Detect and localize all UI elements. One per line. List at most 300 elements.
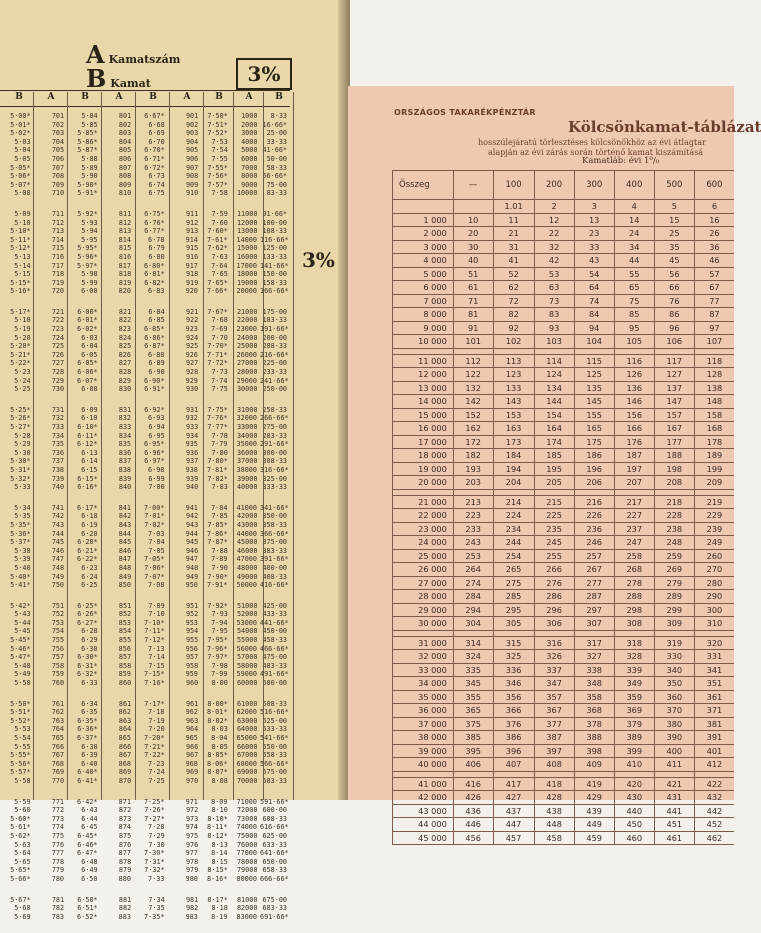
left-table-cell: 966 (185, 742, 199, 751)
left-table-cell: 824 (118, 333, 132, 342)
left-table-cell: 6·83 (148, 287, 165, 296)
left-table-cell: 425·00 (262, 601, 288, 610)
interest-cell: 287 (574, 590, 614, 604)
left-table-cell: 5·62* (10, 831, 31, 840)
amount-cell: 23 000 (393, 522, 454, 536)
left-table-cell: 7·20* (143, 734, 165, 742)
left-table-cell: 7·70* (207, 342, 228, 351)
amount-cell: 37 000 (393, 717, 454, 731)
left-table-cell: 5·33 (14, 483, 31, 492)
left-table-cell: 981 (185, 895, 199, 904)
left-table-cell: 27000 (236, 359, 258, 368)
left-table-cell: 183·33 (262, 316, 288, 325)
left-table-cell: 7·63 (211, 252, 228, 261)
left-table-cell: 968 (185, 759, 198, 768)
left-table-cell: 5·21* (10, 350, 31, 359)
interest-cell: 194 (493, 462, 534, 476)
left-table-cell: 838 (118, 465, 131, 474)
left-table-cell: 525·00 (262, 716, 288, 725)
interest-cell: 142 (453, 395, 493, 409)
interest-cell: 126 (614, 368, 654, 382)
interest-cell: 77 (694, 294, 734, 308)
interest-cell: 411 (654, 758, 694, 772)
interest-cell: 267 (574, 563, 614, 577)
left-table-row (0, 858, 290, 867)
left-table-cell: 832 (118, 414, 131, 423)
interest-cell: 359 (614, 690, 654, 704)
left-table-cell: 739 (51, 474, 65, 483)
left-table-cell: 9000 (241, 180, 258, 189)
left-table-cell: 7·28 (148, 823, 165, 832)
left-table-cell: 83·33 (266, 189, 288, 198)
left-table-cell: 83000 (236, 912, 257, 921)
left-row-group (0, 798, 290, 884)
left-table-cell: 969 (185, 768, 199, 777)
left-table-cell: 738 (51, 465, 65, 474)
interest-cell: 316 (534, 636, 574, 650)
table-header-cell: — (453, 171, 493, 200)
table-row (393, 576, 735, 590)
left-table-cell: 745 (51, 538, 65, 547)
left-table-cell: 6·69 (148, 129, 165, 138)
left-table-cell: 7·67* (207, 307, 228, 316)
left-table-cell: 266·66* (259, 414, 289, 423)
left-table-cell: 71000 (236, 797, 257, 806)
left-table-cell: 6·10 (81, 414, 98, 423)
interest-cell: 14 (614, 213, 654, 227)
interest-cell: 338 (574, 663, 614, 677)
left-table-cell: 8·12* (207, 831, 228, 840)
left-table-cell: 8·19 (211, 912, 228, 921)
amount-cell: 30 000 (393, 617, 454, 631)
left-table-row (0, 164, 290, 173)
left-table-cell: 701 (51, 112, 65, 120)
left-table-cell: 466·66* (259, 644, 289, 653)
interest-cell: 422 (694, 777, 734, 791)
interest-cell: 13 (574, 213, 614, 227)
amount-cell: 45 000 (393, 831, 454, 845)
left-table-cell: 837 (118, 457, 132, 466)
left-table-cell: 7·96* (206, 644, 228, 653)
left-table-cell: 830 (118, 385, 132, 394)
amount-cell: 22 000 (393, 509, 454, 523)
left-table-cell: 7·55* (207, 163, 228, 172)
interest-cell: 40 (453, 254, 493, 268)
table-header-cell: 100 (493, 171, 534, 200)
left-table-cell: 813 (118, 227, 132, 236)
left-table-cell: 734 (51, 431, 65, 440)
left-table-cell: 241·66* (259, 376, 289, 385)
left-table-cell: 16·66* (262, 120, 288, 129)
interest-cell: 269 (654, 563, 694, 577)
left-table-cell: 7·80* (207, 457, 228, 466)
table-row (393, 435, 735, 449)
interest-cell: 145 (574, 395, 614, 409)
left-table-cell: 903 (185, 129, 199, 138)
interest-cell: 198 (654, 462, 694, 476)
interest-cell: 295 (493, 603, 534, 617)
left-table-cell: 5·03 (14, 137, 31, 146)
interest-cell: 285 (493, 590, 534, 604)
amount-cell: 43 000 (393, 804, 454, 818)
interest-cell: 92 (493, 321, 534, 335)
amount-cell: 8 000 (393, 308, 454, 322)
left-table-cell: 6·80 (148, 252, 165, 261)
left-table-row (0, 138, 290, 147)
interest-cell: 304 (453, 617, 493, 631)
left-table-cell: 5·95 (81, 235, 98, 244)
left-table-cell: 29000 (236, 376, 257, 385)
left-table-cell: 6·39 (81, 751, 98, 760)
left-table-cell: 754 (51, 627, 65, 636)
left-table-cell: 45000 (236, 538, 258, 547)
column-divider (33, 92, 34, 800)
interest-cell: 370 (654, 704, 694, 718)
left-table-cell: 711 (51, 209, 65, 218)
interest-cell: 176 (614, 435, 654, 449)
left-table-cell: 906 (185, 154, 199, 163)
left-table-cell: 56000 (236, 644, 257, 653)
interest-cell: 112 (453, 354, 493, 368)
left-table-cell: 955 (185, 636, 199, 645)
left-table-cell: 7·55 (211, 154, 228, 163)
left-table-cell: 5·65 (14, 857, 31, 866)
left-table-cell: 7·73 (211, 368, 228, 377)
left-table-cell: 727 (51, 359, 65, 368)
left-table-cell: 7·89 (211, 555, 228, 564)
left-table-cell: 778 (51, 857, 65, 866)
interest-cell: 208 (654, 476, 694, 490)
interest-cell: 135 (574, 381, 614, 395)
title-a-label: Kamatszám (108, 53, 181, 66)
left-table-cell: 928 (185, 368, 199, 377)
left-column-header: A (183, 92, 191, 102)
interest-cell: 458 (534, 831, 574, 845)
interest-cell: 367 (534, 704, 574, 718)
interest-cell: 235 (534, 522, 574, 536)
left-table-cell: 801 (118, 112, 132, 120)
left-table-cell: 763 (51, 716, 65, 725)
interest-cell: 44 (614, 254, 654, 268)
left-table-cell: 5·56* (10, 759, 31, 768)
amount-cell: 25 000 (393, 549, 454, 563)
left-table-cell: 7·95* (207, 636, 228, 645)
left-table-cell: 747 (51, 555, 65, 564)
left-table-cell: 416·66* (259, 581, 289, 590)
interest-cell: 320 (694, 636, 734, 650)
interest-cell: 104 (574, 335, 614, 349)
interest-cell: 214 (493, 495, 534, 509)
left-table-cell: 744 (51, 529, 65, 538)
table-row (393, 731, 735, 745)
left-table-cell: 5·01* (10, 120, 31, 129)
left-table-cell: 6·32* (77, 670, 98, 679)
left-table-cell: 7·32* (144, 866, 165, 875)
left-table-cell: 6·00 (81, 287, 98, 296)
left-table-cell: 6·79 (148, 244, 165, 253)
table-row (393, 536, 735, 550)
interest-cell: 412 (694, 758, 734, 772)
left-table-cell: 68000 (236, 759, 257, 768)
left-table-cell: 6·05* (77, 359, 98, 368)
interest-cell: 102 (493, 335, 534, 349)
interest-cell: 26 (694, 227, 734, 241)
interest-cell: 314 (453, 636, 493, 650)
left-table-cell: 458·33 (262, 636, 288, 645)
left-table-cell: 7·74 (211, 376, 228, 385)
interest-cell: 217 (614, 495, 654, 509)
interest-cell: 249 (694, 536, 734, 550)
left-table-cell: 818 (118, 270, 132, 279)
left-table-cell: 6·81* (144, 270, 165, 279)
table-header-cell: 200 (534, 171, 574, 200)
left-table-cell: 946 (185, 546, 199, 555)
interest-cell: 168 (694, 422, 734, 436)
left-table-cell: 233·33 (262, 368, 288, 377)
interest-cell: 369 (614, 704, 654, 718)
left-table-cell: 849 (118, 572, 132, 581)
left-table-cell: 5·20 (14, 333, 31, 342)
left-table-cell: 5·28 (14, 431, 31, 440)
amount-cell: 14 000 (393, 395, 454, 409)
left-table-cell: 963 (185, 716, 199, 725)
left-table-cell: 44000 (236, 529, 257, 538)
left-table-cell: 826 (118, 350, 131, 359)
left-table-row (0, 189, 290, 198)
left-table-cell: 6·26* (77, 610, 98, 619)
left-table-cell: 768 (51, 759, 65, 768)
left-table-cell: 723 (51, 325, 65, 334)
left-table-cell: 5·38 (14, 546, 31, 555)
left-table-cell: 842 (118, 512, 132, 521)
left-table-cell: 13000 (236, 227, 258, 236)
interest-cell: 426 (453, 791, 493, 805)
amount-cell: 34 000 (393, 677, 454, 691)
left-table-row (0, 377, 290, 386)
left-table-cell: 6·22* (77, 555, 98, 564)
interest-cell: 437 (493, 804, 534, 818)
interest-cell: 34 (614, 240, 654, 254)
interest-cell: 319 (654, 636, 694, 650)
left-table-cell: 6·48 (81, 857, 98, 866)
left-table-cell: 5·55* (10, 751, 31, 760)
left-table-cell: 308·33 (262, 457, 288, 466)
left-table-row (0, 368, 290, 377)
left-table-cell: 766 (51, 742, 65, 751)
interest-cell: 146 (614, 395, 654, 409)
left-table-cell: 5·64 (14, 849, 31, 858)
interest-cell: 327 (574, 650, 614, 664)
left-table-cell: 208·33 (262, 342, 288, 351)
left-table-cell: 283·33 (262, 431, 288, 440)
left-table-cell: 6·20 (81, 529, 98, 538)
left-table-cell: 7·54 (211, 146, 228, 155)
interest-cell: 63 (534, 281, 574, 295)
interest-cell: 105 (614, 335, 654, 349)
interest-cell: 1.01 (493, 200, 534, 214)
left-table-cell: 6·40 (81, 759, 98, 768)
left-table-cell: 91·66* (262, 209, 288, 218)
interest-cell: 114 (534, 354, 574, 368)
left-table-cell: 6·95 (148, 431, 165, 440)
left-table-cell: 158·33 (262, 278, 288, 287)
left-table-cell: 5·32* (10, 474, 31, 483)
left-table-row (0, 896, 290, 905)
interest-cell: 106 (654, 335, 694, 349)
left-table-cell: 166·66* (259, 287, 289, 296)
interest-cell: 418 (534, 777, 574, 791)
left-table-cell: 5·26* (10, 414, 31, 423)
left-table-cell: 816 (118, 252, 132, 261)
left-table-cell: 133·33 (262, 252, 288, 261)
left-table-row (0, 512, 290, 521)
left-table-cell: 859 (118, 670, 131, 679)
left-table-cell: 877 (118, 849, 131, 858)
interest-cell: 306 (534, 617, 574, 631)
left-table-cell: 28000 (236, 368, 258, 377)
amount-cell: 13 000 (393, 381, 454, 395)
interest-cell: 46 (694, 254, 734, 268)
left-table-cell: 125·00 (262, 244, 288, 253)
left-table-cell: 719 (51, 278, 65, 287)
amount-cell: 32 000 (393, 650, 454, 664)
left-table-cell: 5·51* (10, 708, 31, 717)
left-table-row (0, 457, 290, 466)
left-table-cell: 6·71* (144, 154, 165, 163)
amount-cell: 4 000 (393, 254, 454, 268)
interest-cell: 258 (614, 549, 654, 563)
amount-cell: 39 000 (393, 744, 454, 758)
left-page-interest-table (0, 0, 345, 921)
left-table-cell: 6·04 (81, 342, 98, 351)
left-table-cell: 7·52* (207, 129, 228, 138)
title-b-label: Kamat (110, 77, 151, 90)
organization-name: ORSZÁGOS TAKARÉKPÉNZTÁR (394, 108, 536, 117)
interest-cell: 196 (574, 462, 614, 476)
left-table-cell: 6·33 (81, 679, 98, 688)
interest-cell: 428 (534, 791, 574, 805)
left-table-cell: 834 (118, 431, 132, 440)
left-table-cell: 8·00* (207, 699, 228, 708)
left-table-cell: 945 (185, 538, 199, 547)
left-table-cell: 771 (51, 797, 65, 806)
amount-cell: 21 000 (393, 495, 454, 509)
left-table-cell: 819 (118, 278, 132, 287)
left-table-cell: 8·05 (211, 742, 228, 751)
left-row-group (0, 112, 290, 198)
interest-cell: 436 (453, 804, 493, 818)
left-table-cell: 6·08 (81, 385, 98, 394)
interest-cell: 284 (453, 590, 493, 604)
left-table-row (0, 627, 290, 636)
interest-cell: 74 (574, 294, 614, 308)
left-table-cell: 291·66* (259, 440, 289, 449)
interest-cell: 439 (574, 804, 614, 818)
interest-cell: 361 (694, 690, 734, 704)
left-table-cell: 625·00 (262, 831, 288, 840)
amount-cell: 31 000 (393, 636, 454, 650)
interest-cell: 132 (453, 381, 493, 395)
left-table-cell: 433·33 (262, 610, 288, 619)
interest-cell: 381 (694, 717, 734, 731)
left-table-cell: 5·69 (14, 912, 31, 921)
interest-cell: 395 (453, 744, 493, 758)
interest-cell: 144 (534, 395, 574, 409)
interest-cell: 246 (574, 536, 614, 550)
interest-cell: 380 (654, 717, 694, 731)
table-row (393, 408, 735, 422)
left-table-cell: 782 (51, 904, 65, 913)
interest-cell: 365 (453, 704, 493, 718)
amount-cell: 28 000 (393, 590, 454, 604)
left-table-cell: 5·89 (81, 163, 98, 172)
left-table-cell: 5·23 (14, 368, 31, 377)
left-table-cell: 909 (185, 180, 199, 189)
left-table-row (0, 555, 290, 564)
left-table-cell: 6·24 (81, 572, 98, 581)
left-table-cell: 7·61* (206, 235, 228, 244)
left-table-cell: 944 (185, 529, 198, 538)
left-table-cell: 705 (51, 146, 65, 155)
left-row-group (0, 896, 290, 922)
left-table-cell: 748 (51, 563, 65, 572)
left-table-cell: 7·65* (207, 278, 228, 287)
left-table-row (0, 875, 290, 884)
interest-cell: 66 (654, 281, 694, 295)
left-table-cell: 5·54 (14, 734, 31, 742)
left-table-cell: 14000 (236, 235, 257, 244)
title-b (86, 64, 151, 93)
left-table-cell: 366·66* (259, 529, 289, 538)
left-table-row (0, 619, 290, 628)
left-table-cell: 6·38 (81, 742, 98, 751)
left-table-cell: 7·00 (148, 483, 165, 492)
interest-cell: 86 (654, 308, 694, 322)
left-table-cell: 939 (185, 474, 199, 483)
interest-cell: 309 (654, 617, 694, 631)
left-table-cell: 5·30 (14, 448, 31, 457)
interest-cell: 339 (614, 663, 654, 677)
left-table-cell: 26000 (236, 350, 257, 359)
left-table-cell: 475·00 (262, 653, 288, 662)
left-table-cell: 929 (185, 376, 198, 385)
left-table-cell: 6·72* (144, 163, 165, 172)
interest-cell: 31 (493, 240, 534, 254)
interest-cell: 75 (614, 294, 654, 308)
left-table-cell: 716 (51, 252, 65, 261)
left-table-cell: 8000 (241, 172, 258, 181)
left-table-cell: 5·61* (10, 823, 31, 832)
left-table-row (0, 904, 290, 913)
amount-cell: 26 000 (393, 563, 454, 577)
left-table-cell: 5·60 (14, 806, 31, 815)
left-table-cell: 5·19 (14, 325, 31, 334)
table-row (393, 549, 735, 563)
interest-cell: 133 (493, 381, 534, 395)
left-table-cell: 216·66* (259, 350, 289, 359)
table-row (393, 509, 735, 523)
left-table-row (0, 734, 290, 743)
left-table-cell: 761 (51, 699, 65, 708)
left-table-cell: 733 (51, 423, 65, 431)
left-table-cell: 831 (118, 405, 132, 414)
interest-cell: 308 (614, 617, 654, 631)
interest-cell: 148 (694, 395, 734, 409)
left-table-cell: 7·69 (211, 325, 228, 334)
amount-cell: 5 000 (393, 267, 454, 281)
left-table-row (0, 645, 290, 654)
interest-cell: 389 (614, 731, 654, 745)
